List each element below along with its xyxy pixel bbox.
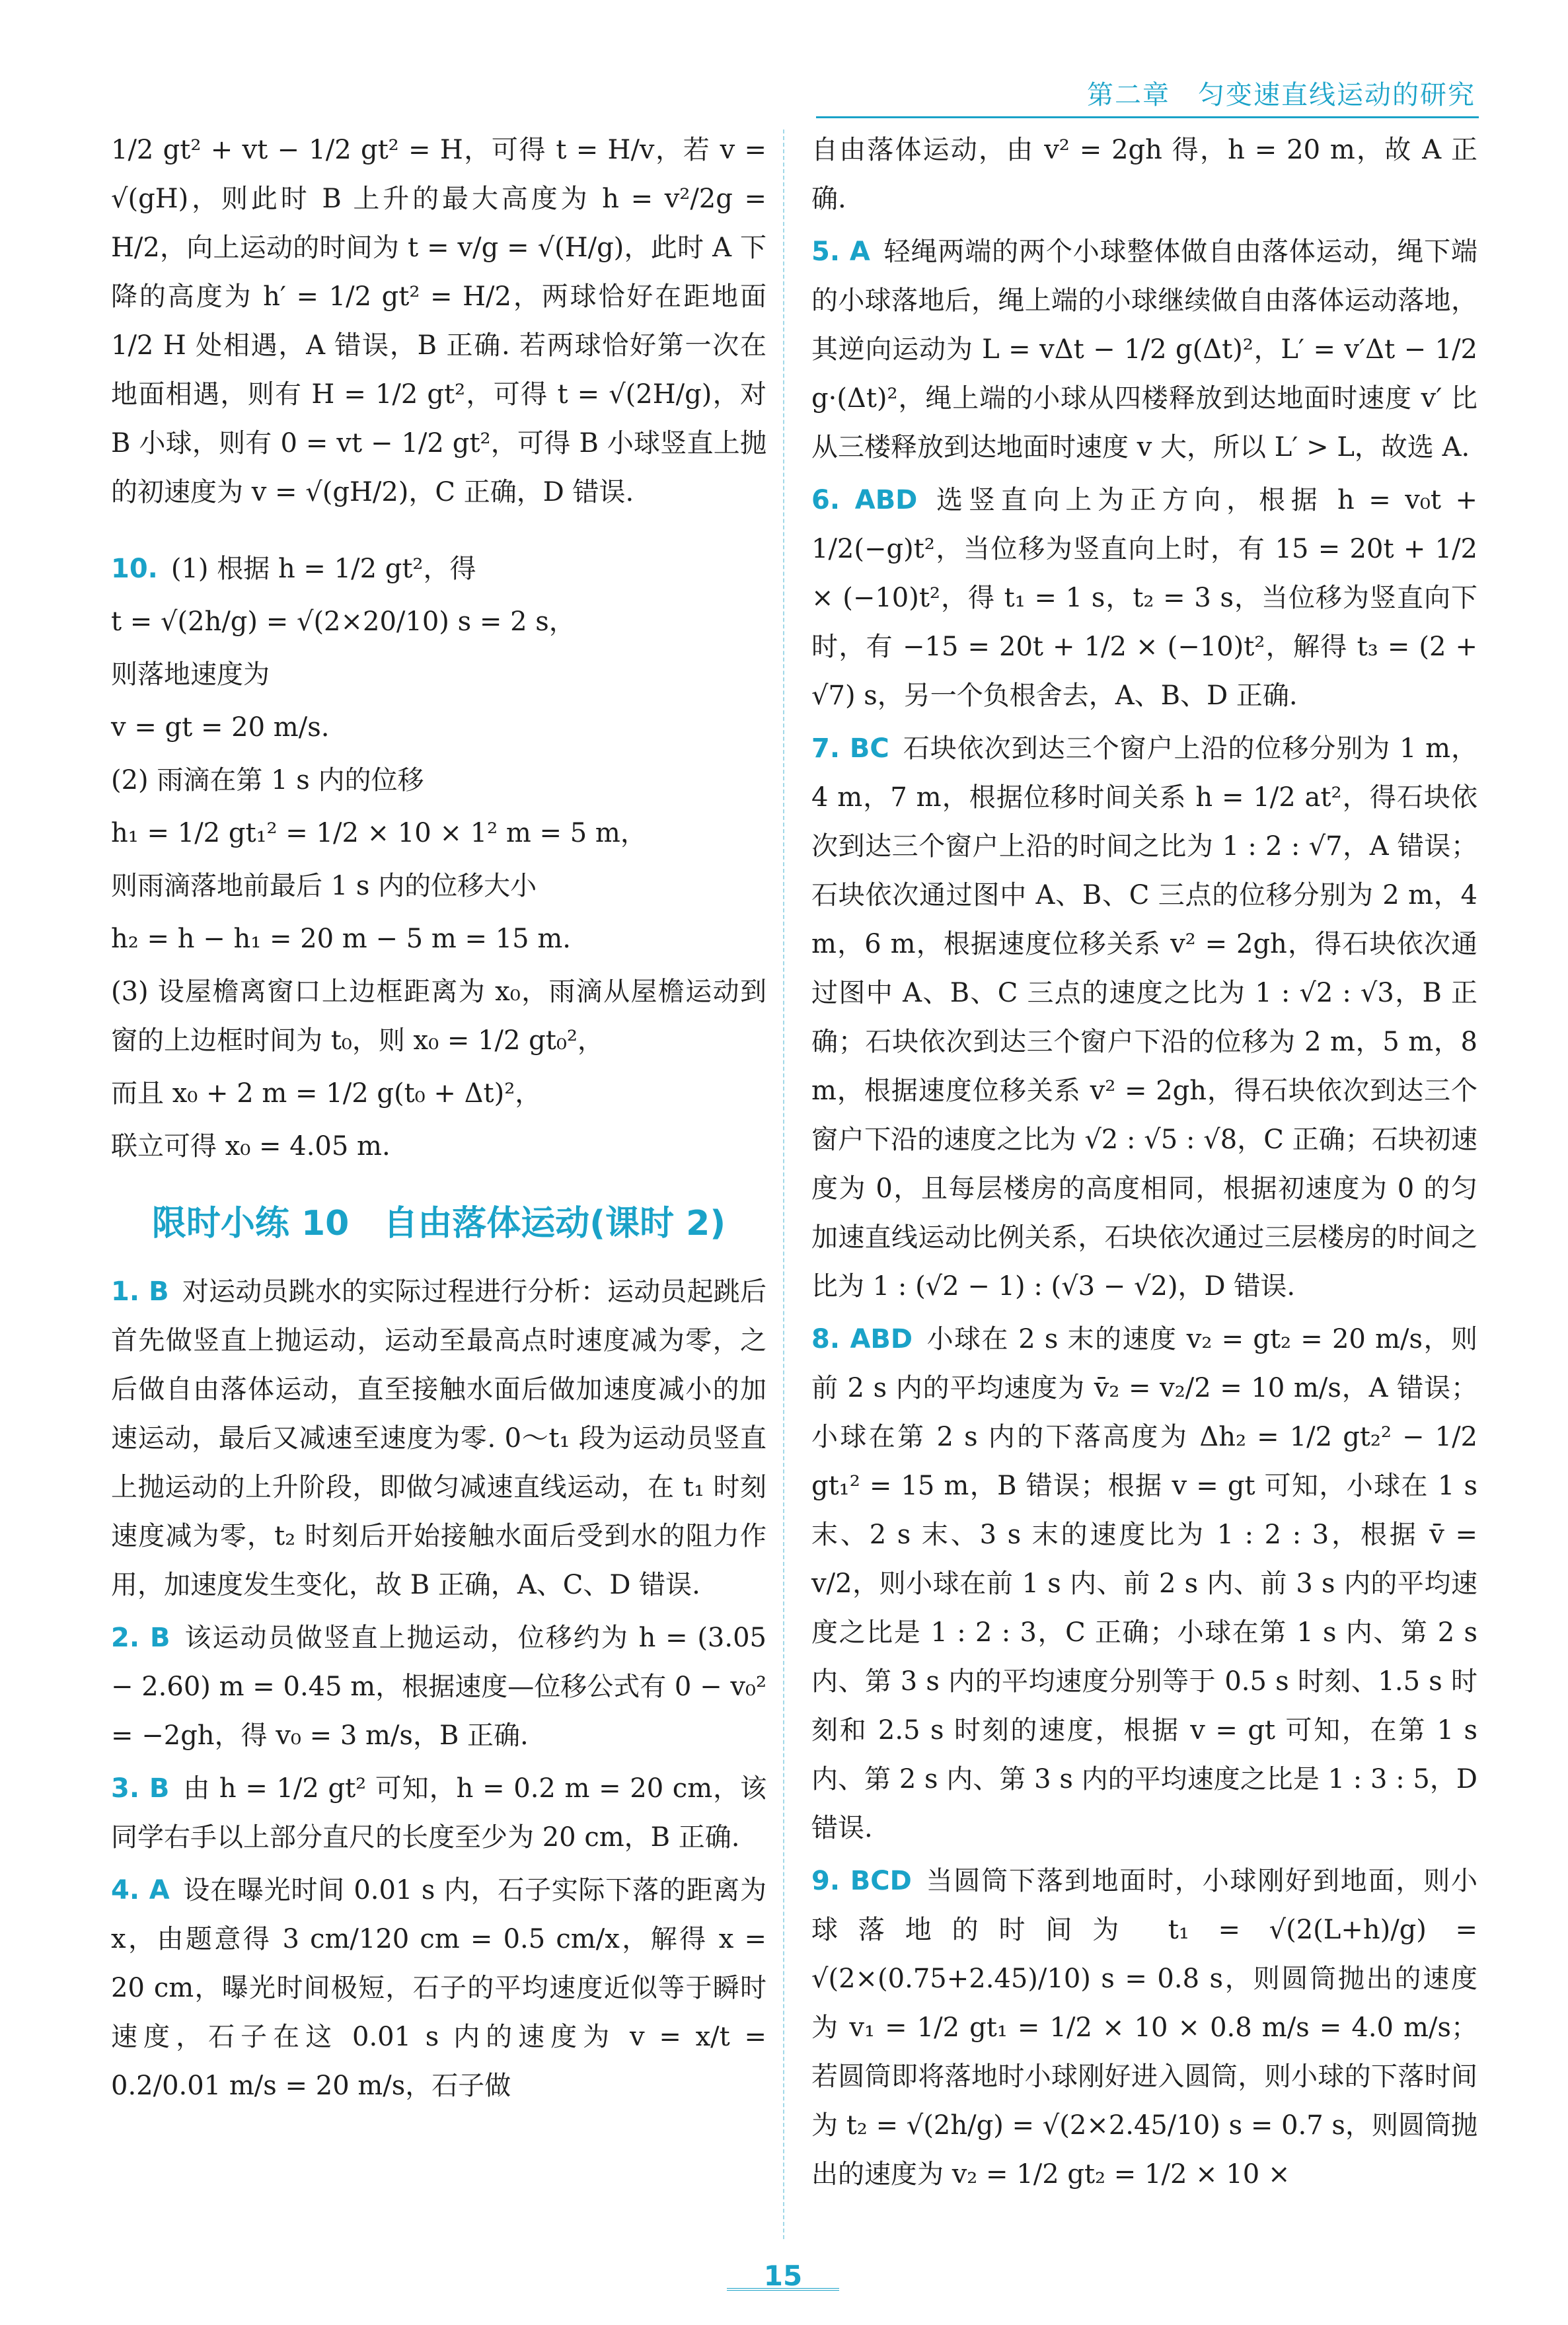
answer-4-continuation: 自由落体运动，由 v² = 2gh 得，h = 20 m，故 A 正确. xyxy=(811,135,1477,214)
q10-line-1 xyxy=(111,544,766,593)
chapter-header: 第二章 匀变速直线运动的研究 xyxy=(1087,80,1475,110)
column-divider xyxy=(783,129,784,2239)
answer-1-text: 对运动员跳水的实际过程进行分析：运动员起跳后首先做竖直上抛运动，运动至最高点时速度减为零，之后做自由落体运动，直至接触水面后做加速度减小的加速运动，最后又减速至速度为零. 0～t₁ 段为运动员竖直上抛运动的上升阶段，即做匀减速直线运动，在 t₁ 时刻速度减为零，t₂ 时刻后开始接触水面后受到水的阻力作用，加速度发生变化，故 B 正确，A、C、D 错误. xyxy=(111,1276,766,1600)
answer-8-number: 8. ABD xyxy=(811,1324,913,1354)
answer-5 xyxy=(811,227,1477,472)
answer-7-text: 石块依次到达三个窗户上沿的位移分别为 1 m，4 m，7 m，根据位移时间关系 h = 1/2 at²，得石块依次到达三个窗户上沿的时间之比为 1 : 2 : √7，A 错误；石块依次通过图中 A、B、C 三点的位移分别为 2 m，4 m，6 m，根据速度位移关系 v² = 2gh，得石块依次通过图中 A、B、C 三点的速度之比为 1 : √2 : √3，B 正确；石块依次到达三个窗户下沿的位移为 2 m，5 m，8 m，根据速度位移关系 v² = 2gh，得石块依次到达三个窗户下沿的速度之比为 √2 : √5 : √8，C 正确；石块初速度为 0，且每层楼房的高度相同，根据初速度为 0 的匀加速直线运动比例关系，石块依次通过三层楼房的时间之比为 1 : (√2 − 1) : (√3 − √2)，D 错误. xyxy=(811,733,1478,1302)
answer-5-text: 轻绳两端的两个小球整体做自由落体运动，绳下端的小球落地后，绳上端的小球继续做自由落体运动落地，其逆向运动为 L = vΔt − 1/2 g(Δt)²，L′ = v′Δt − 1/2 g·(Δt)²，绳上端的小球从四楼释放到达地面时速度 v′ 比从三楼释放到达地面时速度 v 大，所以 L′ > L，故选 A. xyxy=(811,237,1478,462)
answer-5-number: 5. A xyxy=(811,237,870,267)
left-column xyxy=(111,126,766,2114)
q10-line-6: h₁ = 1/2 gt₁² = 1/2 × 10 × 1² m = 5 m， xyxy=(111,818,647,848)
q10-line-7: 则雨滴落地前最后 1 s 内的位移大小 xyxy=(111,871,537,901)
answer-3-number: 3. B xyxy=(111,1773,170,1804)
answer-7-number: 7. BC xyxy=(811,733,889,764)
answer-2-number: 2. B xyxy=(111,1623,170,1653)
answer-6-text: 选竖直向上为正方向，根据 h = v₀t + 1/2(−g)t²，当位移为竖直向上时，有 15 = 20t + 1/2 × (−10)t²，得 t₁ = 1 s，t₂ = 3 s，当位移为竖直向下时，有 −15 = 20t + 1/2 × (−10)t²，解得 t₃ = (2 + √7) s，另一个负根舍去，A、B、D 正确. xyxy=(811,485,1478,711)
q10-line-8: h₂ = h − h₁ = 20 m − 5 m = 15 m. xyxy=(111,924,571,954)
answer-1 xyxy=(111,1267,766,1609)
q10-line-3: 则落地速度为 xyxy=(111,659,270,690)
answer-8-text: 小球在 2 s 末的速度 v₂ = gt₂ = 20 m/s，则前 2 s 内的平均速度为 v̄₂ = v₂/2 = 10 m/s，A 错误；小球在第 2 s 内的下落高度为 Δh₂ = 1/2 gt₂² − 1/2 gt₁² = 15 m，B 错误；根据 v = gt 可知，小球在 1 s 末、2 s 末、3 s 末的速度比为 1 : 2 : 3，根据 v̄ = v/2，则小球在前 1 s 内、前 2 s 内、前 3 s 内的平均速度之比是 1 : 2 : 3，C 正确；小球在第 1 s 内、第 2 s 内、第 3 s 内的平均速度分别等于 0.5 s 时刻、1.5 s 时刻和 2.5 s 时刻的速度，根据 v = gt 可知，在第 1 s 内、第 2 s 内、第 3 s 内的平均速度之比是 1 : 3 : 5，D 错误. xyxy=(811,1324,1477,1843)
answer-2-text: 该运动员做竖直上抛运动，位移约为 h = (3.05 − 2.60) m = 0.45 m，根据速度—位移公式有 0 − v₀² = −2gh，得 v₀ = 3 m/s，B 正确. xyxy=(111,1623,766,1751)
answer-7 xyxy=(811,724,1477,1311)
answer-6-number: 6. ABD xyxy=(811,485,918,515)
answer-1-number: 1. B xyxy=(111,1276,169,1307)
q10-line-2: t = √(2h/g) = √(2×20/10) s = 2 s， xyxy=(111,607,576,637)
q10-number: 10. xyxy=(111,554,158,584)
q10-line-11: 联立可得 x₀ = 4.05 m. xyxy=(111,1131,391,1162)
answer-9 xyxy=(811,1857,1477,2199)
answer-9-text: 当圆筒下落到地面时，小球刚好到地面，则小球落地的时间为 t₁ = √(2(L+h)/g) = √(2×(0.75+2.45)/10) s = 0.8 s，则圆筒抛出的速度为 v₁ = 1/2 gt₁ = 1/2 × 10 × 0.8 m/s = 4.0 m/s；若圆筒即将落地时小球刚好进入圆筒，则小球的下落时间为 t₂ = √(2h/g) = √(2×2.45/10) s = 0.7 s，则圆筒抛出的速度为 v₂ = 1/2 gt₂ = 1/2 × 10 × xyxy=(811,1866,1478,2190)
q10-line-5: (2) 雨滴在第 1 s 内的位移 xyxy=(111,765,424,795)
right-column xyxy=(811,126,1477,2203)
q10-line-4: v = gt = 20 m/s. xyxy=(111,712,330,743)
answer-6 xyxy=(811,476,1477,720)
q9-continuation: 1/2 gt² + vt − 1/2 gt² = H，可得 t = H/v，若 v = √(gH)，则此时 B 上升的最大高度为 h = v²/2g = H/2，向上运动的时间为 t = v/g = √(H/g)，此时 A 下降的高度为 h′ = 1/2 gt² = H/2，两球恰好在距地面 1/2 H 处相遇，A 错误，B 正确. 若两球恰好第一次在地面相遇，则有 H = 1/2 gt²，可得 t = √(2H/g)，对 B 小球，则有 0 = vt − 1/2 gt²，可得 B 小球竖直上抛的初速度为 v = √(gH/2)，C 正确，D 错误. xyxy=(111,135,766,507)
q10-line-9: (3) 设屋檐离窗口上边框距离为 x₀，雨滴从屋檐运动到窗的上边框时间为 t₀，则 x₀ = 1/2 gt₀²， xyxy=(111,977,766,1056)
q10-part1-intro: (1) 根据 h = 1/2 gt²，得 xyxy=(170,554,476,584)
header-rule xyxy=(816,116,1479,118)
section-title: 限时小练 10 自由落体运动(课时 2) xyxy=(151,1204,726,1243)
answer-4-number: 4. A xyxy=(111,1875,170,1905)
answer-4-text: 设在曝光时间 0.01 s 内，石子实际下落的距离为 x，由题意得 3 cm/120 cm = 0.5 cm/x，解得 x = 20 cm，曝光时间极短，石子的平均速度近似等于瞬时速度，石子在这 0.01 s 内的速度为 v = x/t = 0.2/0.01 m/s = 20 m/s，石子做 xyxy=(111,1875,766,2101)
answer-4 xyxy=(111,1866,766,2110)
q10-line-10: 而且 x₀ + 2 m = 1/2 g(t₀ + Δt)²， xyxy=(111,1078,542,1109)
answer-3-text: 由 h = 1/2 gt² 可知，h = 0.2 m = 20 cm，该同学右手以上部分直尺的长度至少为 20 cm，B 正确. xyxy=(111,1773,767,1853)
answer-3 xyxy=(111,1764,766,1862)
answer-8 xyxy=(811,1315,1477,1853)
answer-9-number: 9. BCD xyxy=(811,1866,912,1896)
page-number: 15 xyxy=(733,2256,833,2296)
answer-2 xyxy=(111,1613,766,1760)
